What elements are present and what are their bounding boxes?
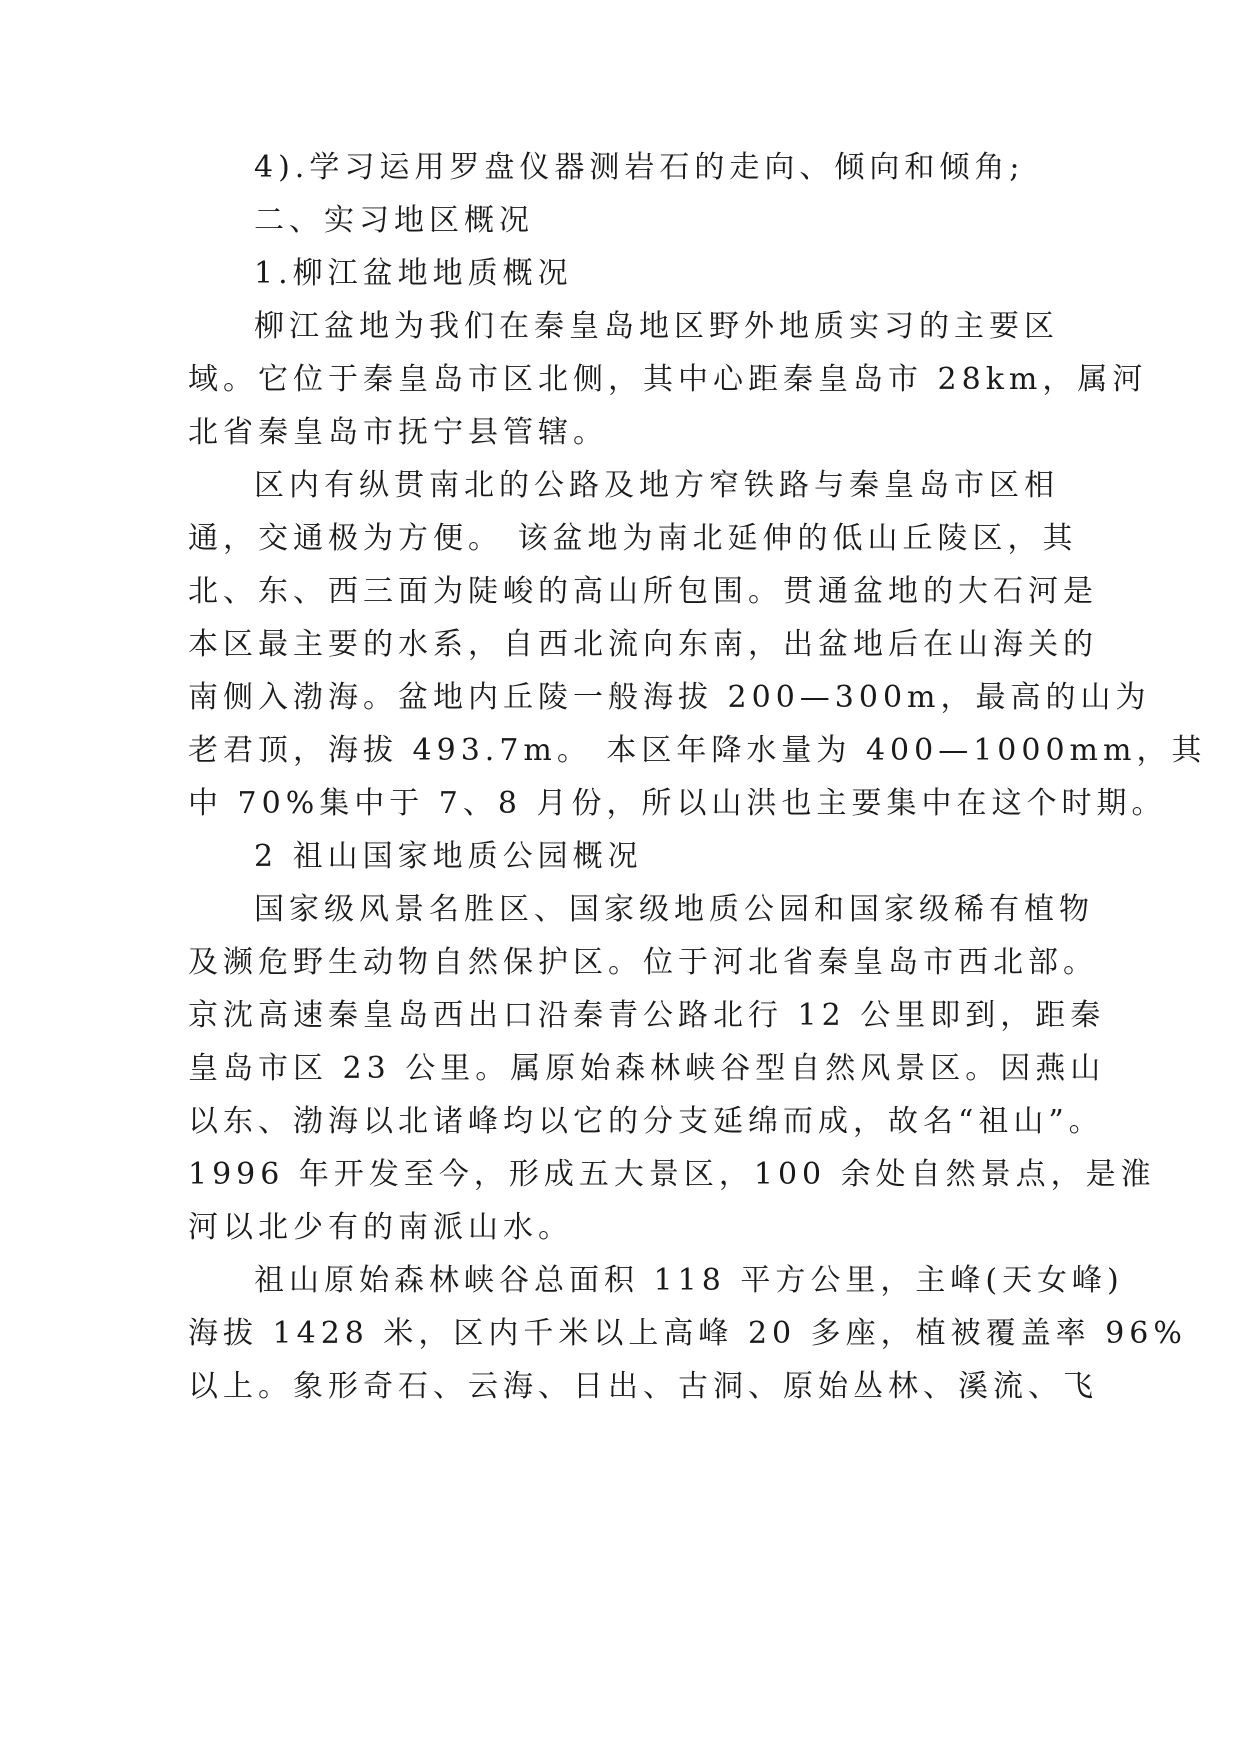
paragraph-line: 中 70%集中于 7、8 月份，所以山洪也主要集中在这个时期。	[188, 786, 1167, 821]
text-line-objective-4: 4).学习运用罗盘仪器测岩石的走向、倾向和倾角;	[254, 150, 1025, 185]
paragraph-line: 1996 年开发至今，形成五大景区，100 余处自然景点，是淮	[188, 1157, 1156, 1192]
subsection-heading-zushan: 2 祖山国家地质公园概况	[254, 839, 643, 874]
paragraph-line: 国家级风景名胜区、国家级地质公园和国家级稀有植物	[254, 892, 1094, 927]
paragraph-line: 祖山原始森林峡谷总面积 118 平方公里，主峰(天女峰)	[254, 1263, 1124, 1298]
subsection-heading-liujiang: 1.柳江盆地地质概况	[254, 256, 573, 291]
paragraph-line: 以东、渤海以北诸峰均以它的分支延绵而成，故名“祖山”。	[188, 1104, 1104, 1139]
paragraph-line: 老君顶，海拔 493.7m。 本区年降水量为 400—1000mm，其	[188, 733, 1207, 768]
paragraph-line: 通，交通极为方便。 该盆地为南北延伸的低山丘陵区，其	[188, 521, 1078, 556]
paragraph-line: 域。它位于秦皇岛市区北侧，其中心距秦皇岛市 28km，属河	[188, 362, 1148, 397]
paragraph-line: 皇岛市区 23 公里。属原始森林峡谷型自然风景区。因燕山	[188, 1051, 1106, 1086]
paragraph-line: 柳江盆地为我们在秦皇岛地区野外地质实习的主要区	[254, 309, 1059, 344]
section-heading-overview: 二、实习地区概况	[254, 203, 534, 238]
paragraph-line: 海拔 1428 米，区内千米以上高峰 20 多座，植被覆盖率 96%	[188, 1316, 1187, 1351]
paragraph-line: 北、东、西三面为陡峻的高山所包围。贯通盆地的大石河是	[188, 574, 1098, 609]
paragraph-line: 本区最主要的水系，自西北流向东南，出盆地后在山海关的	[188, 627, 1098, 662]
paragraph-line: 及濒危野生动物自然保护区。位于河北省秦皇岛市西北部。	[188, 945, 1098, 980]
paragraph-line: 以上。象形奇石、云海、日出、古洞、原始丛林、溪流、飞	[188, 1369, 1098, 1404]
paragraph-line: 河以北少有的南派山水。	[188, 1210, 573, 1245]
paragraph-line: 区内有纵贯南北的公路及地方窄铁路与秦皇岛市区相	[254, 468, 1059, 503]
paragraph-line: 南侧入渤海。盆地内丘陵一般海拔 200—300m，最高的山为	[188, 680, 1151, 715]
paragraph-line: 京沈高速秦皇岛西出口沿秦青公路北行 12 公里即到，距秦	[188, 998, 1106, 1033]
paragraph-line: 北省秦皇岛市抚宁县管辖。	[188, 415, 608, 450]
